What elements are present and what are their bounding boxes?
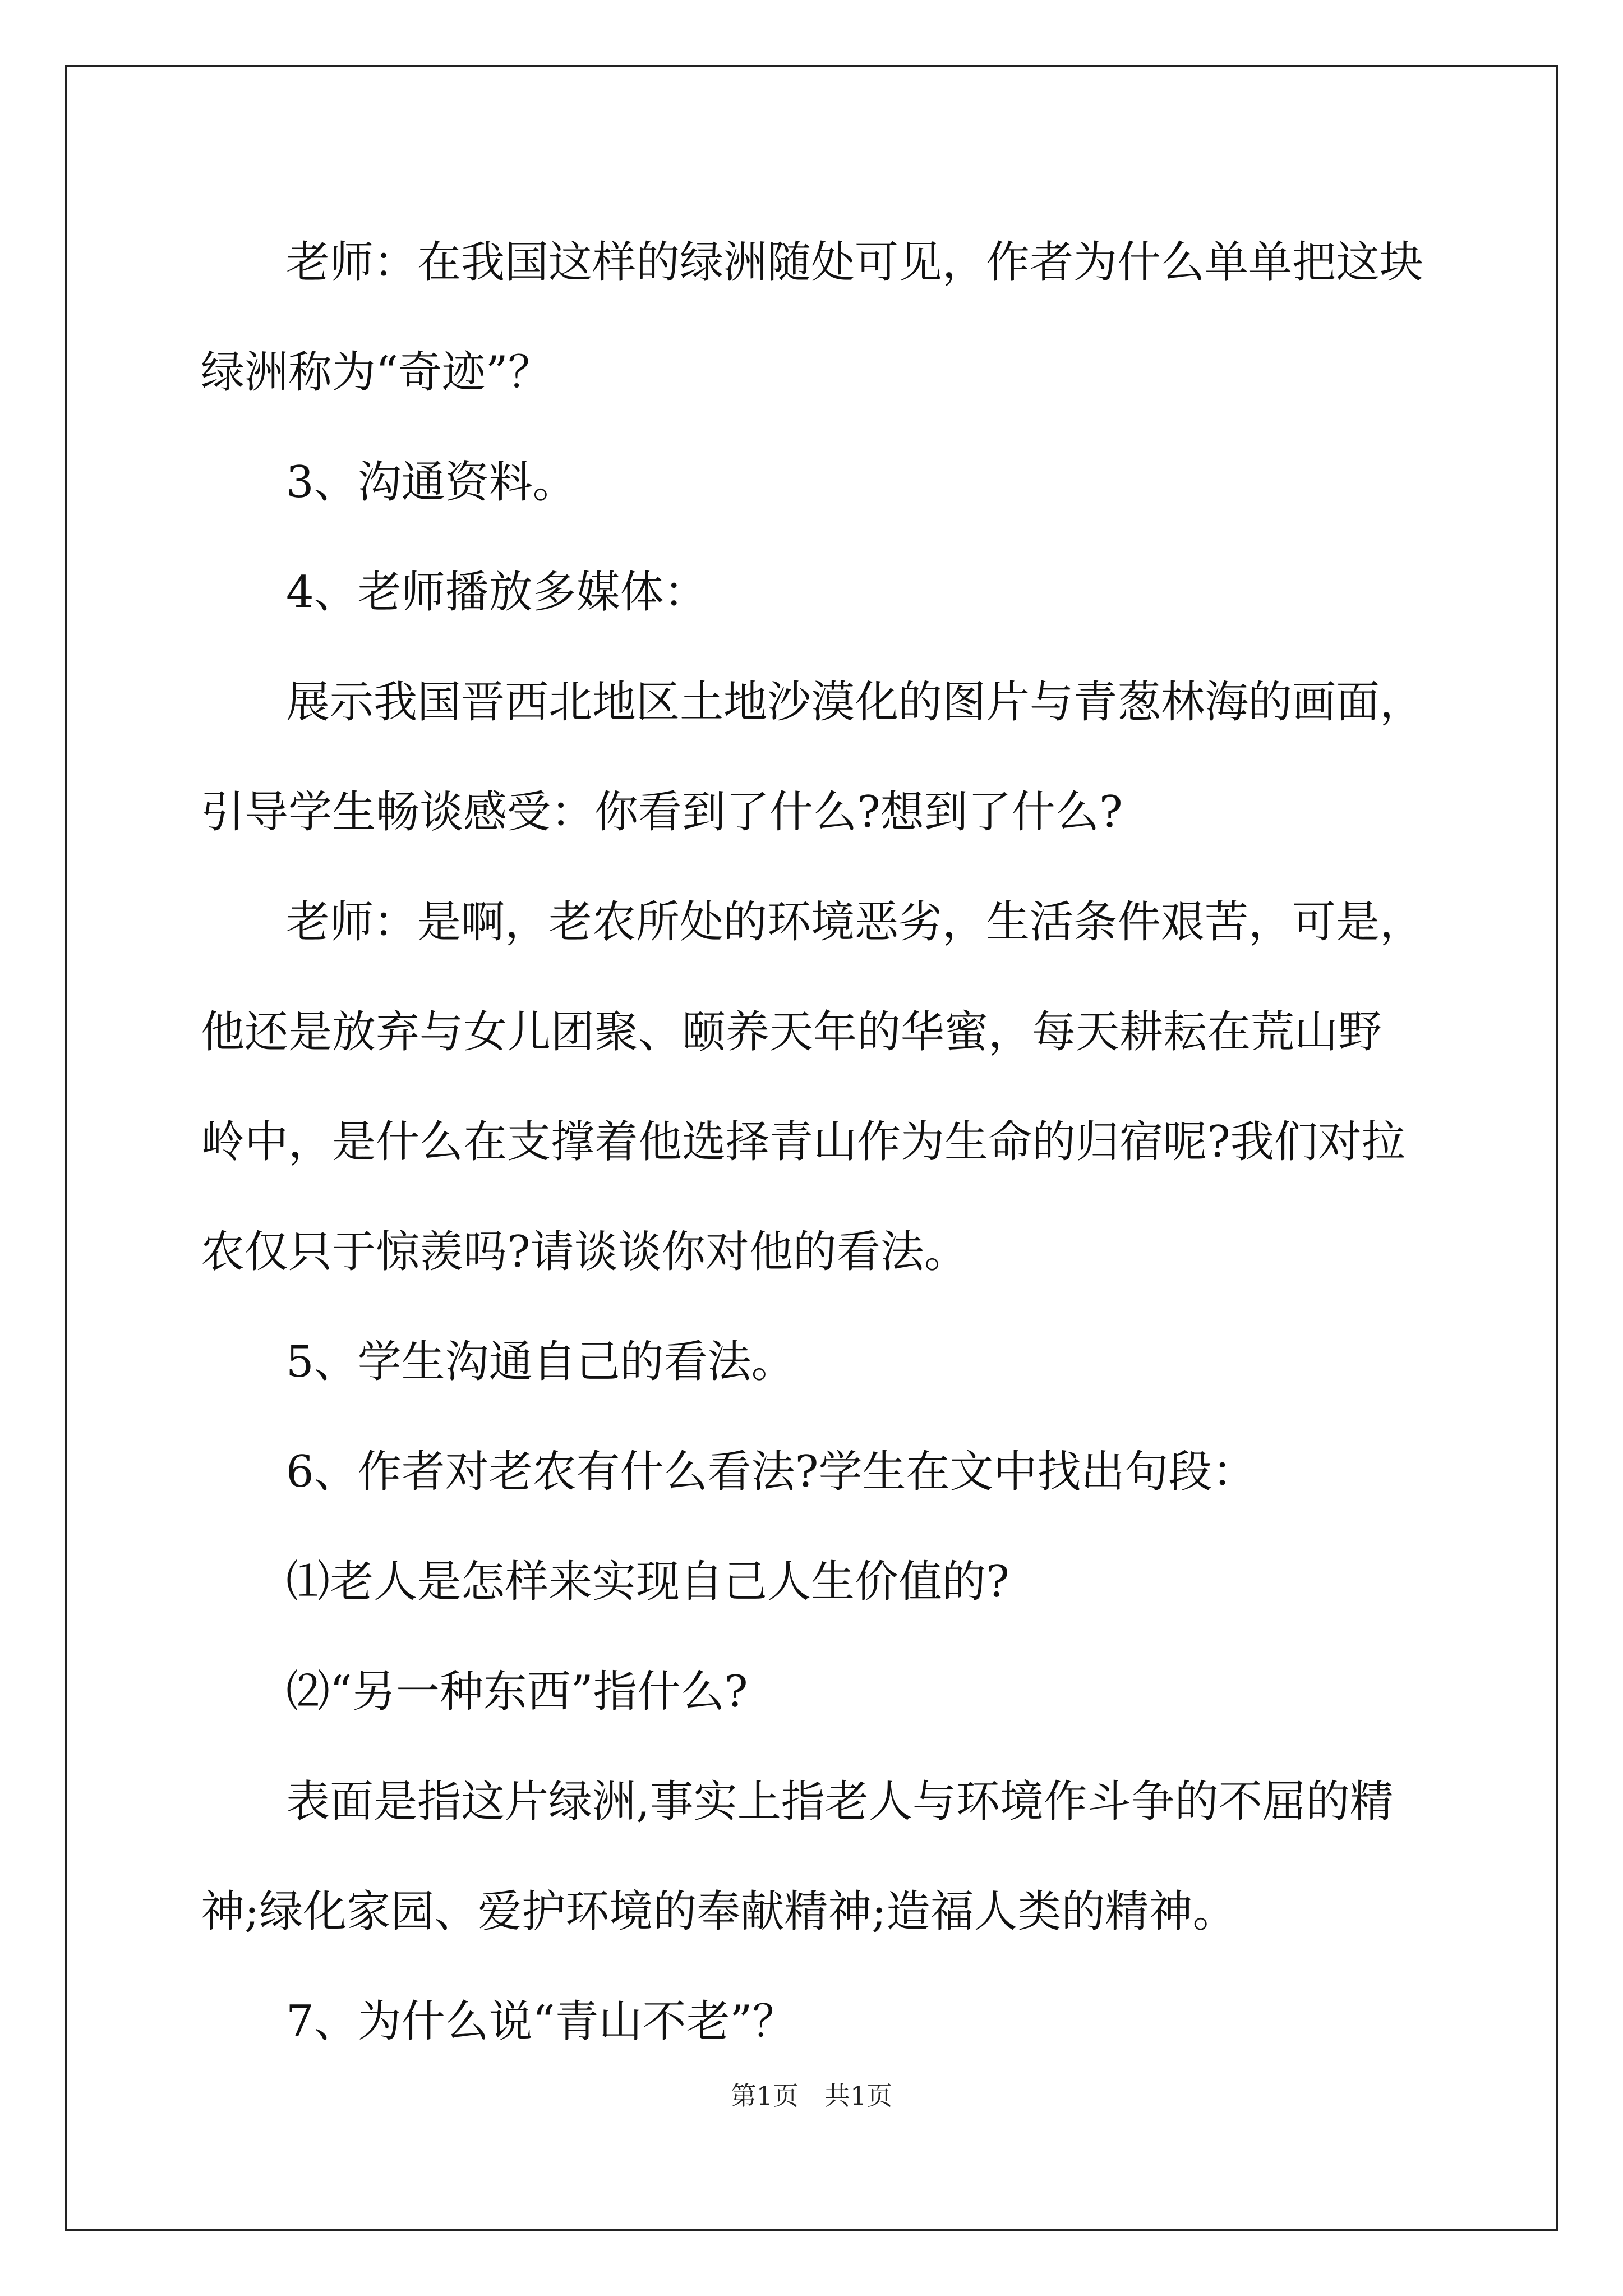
paragraph-question-2: ⑵“另一种东西”指什么? xyxy=(286,1667,748,1717)
paragraph-step-6: 6、作者对老农有什么看法?学生在文中找出句段： xyxy=(286,1447,1256,1497)
paragraph-step-5: 5、学生沟通自己的看法。 xyxy=(286,1337,795,1387)
document-body xyxy=(201,208,1423,2077)
paragraph-teacher-question: 老师：在我国这样的绿洲随处可见，作者为什么单单把这块绿洲称为“奇迹”？ xyxy=(201,237,1424,398)
paragraph-multimedia: 展示我国晋西北地区土地沙漠化的图片与青葱林海的画面，引导学生畅谈感受：你看到了什么?想到了什么? xyxy=(201,677,1424,838)
paragraph-step-3: 3、沟通资料。 xyxy=(286,457,577,508)
paragraph-answer: 表面是指这片绿洲,事实上指老人与环境作斗争的不屈的精神;绿化家园、爱护环境的奉献精神;造福人类的精神。 xyxy=(201,1777,1394,1937)
paragraph-teacher-comment: 老师：是啊，老农所处的环境恶劣，生活条件艰苦，可是，他还是放弃与女儿团聚、颐养天年的华蜜，每天耕耘在荒山野岭中，是什么在支撑着他选择青山作为生命的归宿呢?我们对拉农仅只于惊羡吗?请谈谈你对他的看法。 xyxy=(201,897,1424,1277)
page-footer: 第1页 共1页 xyxy=(730,2081,893,2111)
paragraph-question-1: ⑴老人是怎样来实现自己人生价值的? xyxy=(286,1557,1009,1607)
paragraph-step-4: 4、老师播放多媒体： xyxy=(286,567,708,618)
paragraph-step-7: 7、为什么说“青山不老”？ xyxy=(286,1996,796,2047)
